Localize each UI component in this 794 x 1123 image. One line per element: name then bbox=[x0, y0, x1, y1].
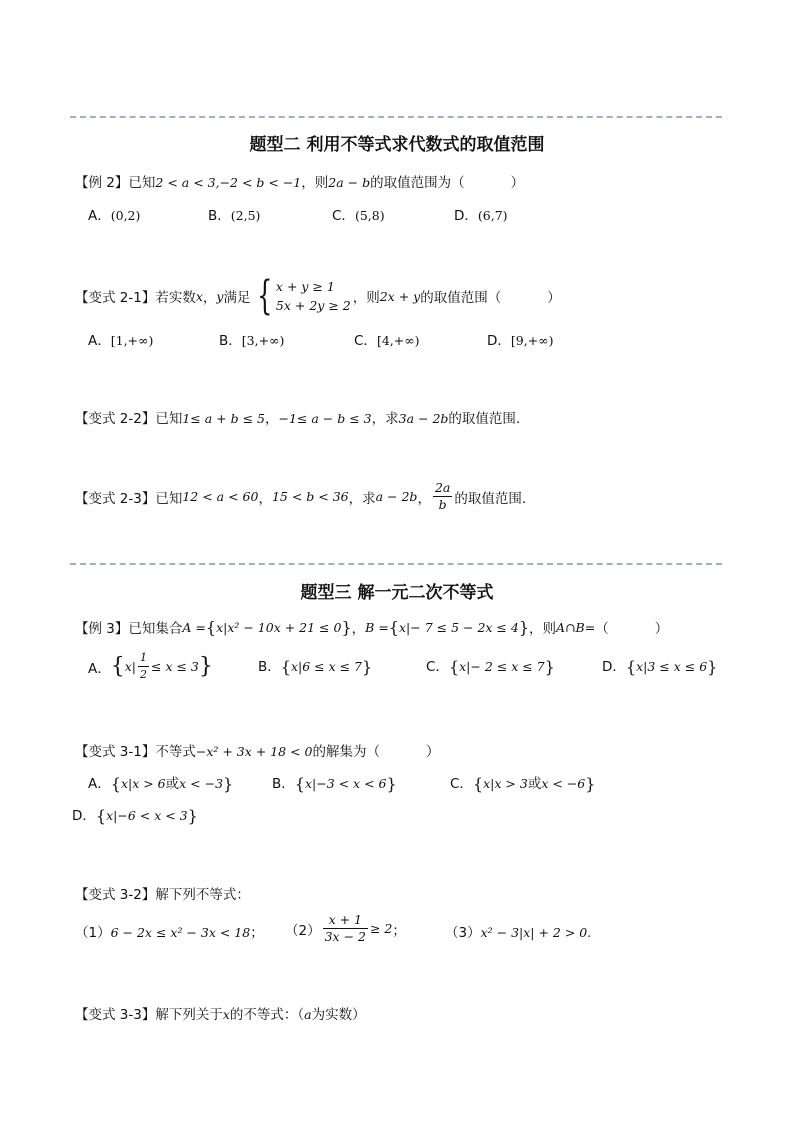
set-b-name: B = bbox=[365, 619, 389, 635]
variant-2-2-expression: 3a − 2b bbox=[398, 411, 449, 426]
variant-3-2-part-1 bbox=[75, 921, 264, 941]
text-semicolon: ； bbox=[250, 925, 264, 941]
part-relation: ≥ 2 bbox=[369, 921, 393, 936]
brace-close: } bbox=[198, 654, 213, 679]
example-2-option-a[interactable] bbox=[88, 204, 140, 224]
option-key: C． bbox=[426, 659, 449, 675]
text-open: （ bbox=[595, 621, 609, 637]
system-row-1: x + y ≥ 1 bbox=[275, 279, 335, 294]
text-close: ） bbox=[426, 744, 440, 760]
text-range: 的取值范围． bbox=[454, 490, 536, 507]
variant-2-1-option-d[interactable] bbox=[487, 329, 553, 349]
brace-close: } bbox=[223, 774, 234, 794]
var-x: x bbox=[195, 288, 203, 304]
example-2-option-b[interactable] bbox=[208, 204, 260, 224]
condition-2: 15 < b < 36 bbox=[271, 489, 349, 504]
fraction-one-half bbox=[138, 650, 149, 683]
brace-open: { bbox=[625, 657, 637, 677]
section-divider-middle bbox=[70, 563, 722, 565]
text-satisfy: 满足 bbox=[223, 290, 251, 306]
fraction-part-2 bbox=[323, 912, 368, 945]
option-key: C． bbox=[332, 208, 355, 224]
text-find: ，求 bbox=[371, 411, 399, 427]
option-key: A． bbox=[88, 333, 111, 349]
part-key: （2） bbox=[285, 922, 321, 939]
fraction-denominator: 3x − 2 bbox=[324, 929, 366, 944]
variant-2-1-question bbox=[75, 273, 561, 319]
option-value-2: x < −6 bbox=[541, 776, 586, 791]
example-3-option-a[interactable] bbox=[88, 650, 213, 683]
left-brace: { bbox=[257, 273, 273, 319]
example-2-question bbox=[75, 171, 524, 191]
brace-open: { bbox=[110, 774, 121, 794]
text-comma: ， bbox=[417, 490, 431, 507]
option-key: D． bbox=[602, 659, 626, 675]
brace-open: { bbox=[294, 774, 305, 794]
option-key: B． bbox=[272, 776, 295, 792]
section-divider-top bbox=[70, 116, 722, 118]
brace-close: } bbox=[187, 806, 198, 826]
text-or: 或 bbox=[165, 776, 180, 792]
option-key: A． bbox=[88, 776, 111, 792]
option-value: (0,2) bbox=[110, 208, 141, 223]
variant-2-3-expression: a − 2b bbox=[375, 489, 418, 504]
variant-3-1-expression: −x² + 3x + 18 < 0 bbox=[195, 744, 313, 759]
text-solution-set: 的解集为（ bbox=[312, 744, 381, 760]
variant-2-2-question bbox=[75, 407, 520, 427]
variant-3-1-option-c[interactable] bbox=[450, 772, 595, 794]
fraction-numerator: 1 bbox=[138, 650, 149, 667]
part-expression: x² − 3|x| + 2 > 0. bbox=[480, 925, 592, 940]
brace-open: { bbox=[388, 617, 399, 637]
fraction-numerator: x + 1 bbox=[323, 912, 368, 929]
text-close: ） bbox=[654, 621, 669, 637]
example-2-condition: 2 < a < 3,−2 < b < −1 bbox=[155, 175, 302, 190]
text-comma: ， bbox=[258, 490, 272, 507]
brace-close: } bbox=[518, 617, 530, 637]
variant-2-1-option-c[interactable] bbox=[354, 329, 420, 349]
option-key: D． bbox=[487, 333, 511, 349]
option-value: (6,7) bbox=[477, 208, 508, 223]
variant-2-1-label: 【变式 2-1】若实数 bbox=[75, 290, 196, 306]
var-a: a bbox=[304, 1007, 312, 1022]
section-title-3: 题型三 解一元二次不等式 bbox=[300, 583, 494, 603]
text-range: 的取值范围为（ bbox=[370, 175, 465, 191]
example-3-question bbox=[75, 617, 668, 637]
variant-3-3-label: 【变式 3-3】解下列关于 bbox=[75, 1007, 223, 1023]
set-b-body: x|− 7 ≤ 5 − 2x ≤ 4 bbox=[398, 619, 519, 635]
option-key: B． bbox=[258, 659, 281, 675]
example-3-option-b[interactable] bbox=[258, 655, 372, 677]
variant-3-1-question bbox=[75, 740, 440, 760]
option-value-2: x < −3 bbox=[179, 776, 224, 791]
fraction-2a-over-b bbox=[433, 480, 452, 513]
brace-close: } bbox=[362, 657, 373, 677]
text-comma: ， bbox=[265, 411, 279, 427]
variant-3-1-option-d[interactable] bbox=[72, 804, 198, 826]
example-3-expression: A∩B= bbox=[556, 619, 596, 635]
option-value: x|− 2 ≤ x ≤ 7 bbox=[459, 659, 545, 674]
text-then: ，则 bbox=[529, 621, 557, 637]
text-real: 为实数） bbox=[311, 1007, 366, 1023]
option-key: D． bbox=[72, 808, 96, 824]
example-3-option-c[interactable] bbox=[426, 655, 555, 677]
brace-open: { bbox=[472, 774, 484, 794]
text-close: ） bbox=[547, 290, 561, 306]
fraction-denominator: 2 bbox=[140, 668, 148, 681]
option-value: [9,+∞) bbox=[510, 333, 554, 348]
brace-close: } bbox=[386, 774, 397, 794]
part-expression: 6 − 2x ≤ x² − 3x < 18 bbox=[110, 925, 251, 940]
variant-3-2-part-2 bbox=[285, 912, 406, 945]
variant-3-2-question: 【变式 3-2】解下列不等式： bbox=[75, 887, 250, 903]
text-semicolon: ； bbox=[392, 922, 406, 939]
text-then: ，则 bbox=[352, 290, 380, 306]
brace-close: } bbox=[707, 657, 718, 677]
option-key: A． bbox=[88, 660, 111, 677]
fraction-numerator: 2a bbox=[434, 480, 451, 495]
example-2-option-d[interactable] bbox=[454, 204, 508, 224]
condition-2: −1≤ a − b ≤ 3 bbox=[278, 411, 372, 426]
option-key: B． bbox=[208, 208, 231, 224]
variant-2-1-expression: 2x + y bbox=[379, 288, 421, 304]
option-value: [1,+∞) bbox=[110, 333, 154, 348]
option-value: x|−3 < x < 6 bbox=[304, 776, 387, 791]
text-then: ，则 bbox=[301, 175, 329, 191]
option-key: C． bbox=[354, 333, 377, 349]
text-close: ） bbox=[510, 175, 525, 191]
example-2-expression: 2a − b bbox=[328, 175, 371, 190]
option-value: x|x > 6 bbox=[120, 776, 166, 791]
text-find: ，求 bbox=[348, 490, 376, 507]
text-comma: ， bbox=[351, 621, 366, 637]
variant-2-3-question bbox=[75, 480, 535, 513]
option-value: x|6 ≤ x ≤ 7 bbox=[290, 659, 363, 674]
brace-open: { bbox=[205, 617, 217, 637]
part-key: （1） bbox=[75, 925, 111, 941]
option-value: (2,5) bbox=[230, 208, 261, 223]
brace-close: } bbox=[341, 617, 352, 637]
text-comma: ， bbox=[202, 290, 217, 306]
option-value: x|3 ≤ x ≤ 6 bbox=[636, 659, 708, 674]
variant-3-3-question bbox=[75, 1003, 366, 1023]
example-3-option-d[interactable] bbox=[602, 655, 717, 677]
variant-2-1-option-a[interactable] bbox=[88, 329, 153, 349]
option-value: [4,+∞) bbox=[376, 333, 420, 348]
set-a-body: x|x² − 10x + 21 ≤ 0 bbox=[216, 619, 342, 635]
text-inequality: 的不等式：（ bbox=[229, 1007, 305, 1023]
variant-3-1-label: 【变式 3-1】不等式 bbox=[75, 744, 196, 760]
condition-1: 12 < a < 60 bbox=[182, 489, 259, 504]
variant-3-1-option-a[interactable] bbox=[88, 772, 233, 794]
option-set-suffix: ≤ x ≤ 3 bbox=[151, 659, 199, 674]
option-value: [3,+∞) bbox=[241, 333, 285, 348]
system-row-2: 5x + 2y ≥ 2 bbox=[275, 298, 351, 313]
variant-2-2-label: 【变式 2-2】已知 bbox=[75, 411, 183, 427]
part-key: （3） bbox=[445, 925, 481, 941]
option-value: x|−6 < x < 3 bbox=[106, 808, 188, 823]
example-2-option-c[interactable] bbox=[332, 204, 385, 224]
text-range: 的取值范围（ bbox=[420, 290, 502, 306]
var-x: x bbox=[222, 1007, 230, 1022]
text-or: 或 bbox=[527, 776, 542, 792]
brace-open: { bbox=[95, 806, 107, 826]
variant-3-2-part-3 bbox=[445, 921, 591, 941]
condition-1: 1≤ a + b ≤ 5 bbox=[182, 411, 265, 426]
var-y: y bbox=[216, 288, 224, 304]
brace-open: { bbox=[110, 654, 125, 679]
variant-2-3-label: 【变式 2-3】已知 bbox=[75, 490, 183, 507]
option-key: B． bbox=[219, 333, 242, 349]
fraction-denominator: b bbox=[438, 497, 447, 512]
brace-open: { bbox=[280, 657, 291, 677]
brace-open: { bbox=[448, 657, 460, 677]
brace-close: } bbox=[544, 657, 555, 677]
option-value: (5,8) bbox=[354, 208, 385, 223]
section-title-2: 题型二 利用不等式求代数式的取值范围 bbox=[249, 135, 545, 155]
variant-3-1-option-b[interactable] bbox=[272, 772, 397, 794]
variant-2-1-option-b[interactable] bbox=[219, 329, 284, 349]
example-3-label: 【例 3】已知集合 bbox=[75, 621, 183, 637]
text-range: 的取值范围. bbox=[448, 411, 521, 427]
option-set-prefix: x| bbox=[124, 659, 137, 674]
option-value: x|x > 3 bbox=[483, 776, 528, 791]
option-key: C． bbox=[450, 776, 473, 792]
brace-close: } bbox=[585, 774, 596, 794]
option-key: D． bbox=[454, 208, 478, 224]
option-key: A． bbox=[88, 208, 111, 224]
example-2-label: 【例 2】已知 bbox=[75, 175, 156, 191]
inequality-system bbox=[252, 273, 351, 319]
set-a-name: A = bbox=[182, 619, 206, 635]
